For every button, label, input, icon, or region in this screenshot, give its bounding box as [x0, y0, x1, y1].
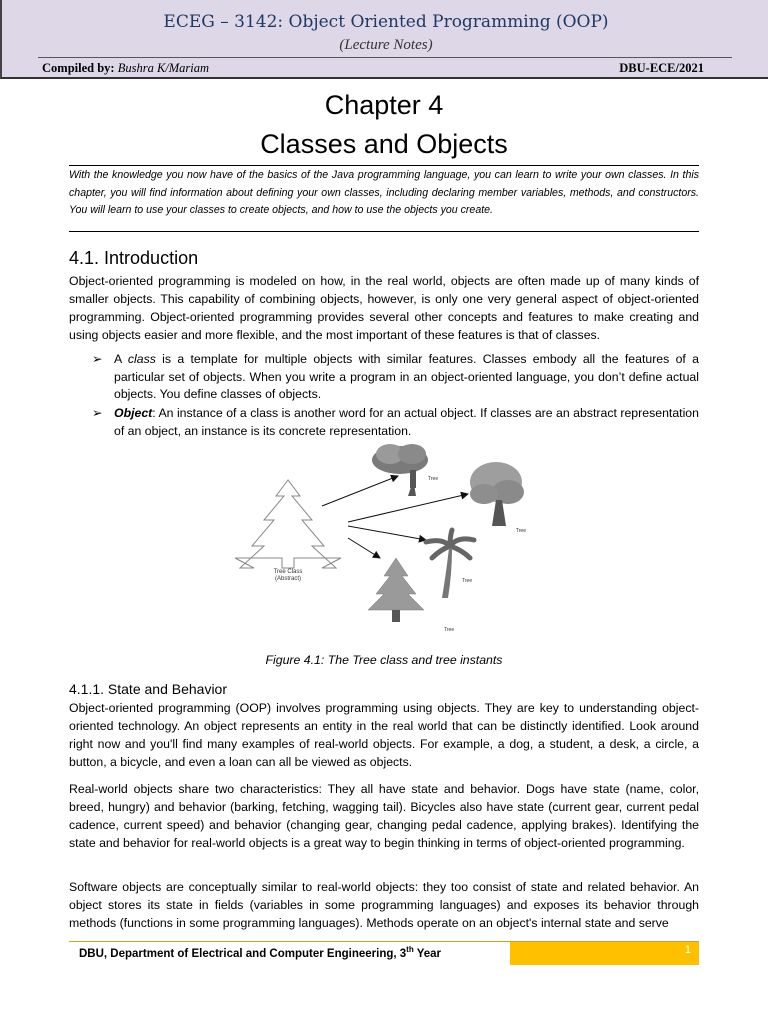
arrow-to-tree-1 [322, 476, 398, 506]
tree-class-label-line1: Tree Class [273, 569, 303, 575]
bullet-class-body: is a template for multiple objects with similar features. Classes embody all the features of a particular set of objects. When you write a program in an object-oriented language, you don’t define actual objects. You define classes of objects. [114, 352, 699, 401]
footer-department [79, 945, 441, 960]
tree-class-label-line2: (Abstract) [274, 576, 302, 582]
arrow-to-tree-3 [348, 526, 426, 540]
tree-instance-2 [470, 462, 526, 534]
abstract-tree-outline [235, 480, 341, 568]
intro-paragraph: Object-oriented programming is modeled on how, in the real world, objects are often made up of many kinds of smaller objects. This capability of combining objects, however, is only one very general aspect of object-oriented programming. Object-oriented programming provides several other concepts and features to make creating and using objects easier and more flexible, and the most important of these features is that of classes. [69, 274, 699, 342]
chapter-title: Classes and Objects [260, 129, 508, 159]
course-code: DBU-ECE/2021 [619, 61, 704, 75]
intro-heading: 4.1. Introduction [69, 248, 199, 268]
arrow-to-tree-2 [348, 494, 468, 522]
bullet-class [92, 351, 699, 404]
state-paragraph-2: Real-world objects share two characteristics: They all have state and behavior. Dogs have state (name, color, breed, hungry) and behavior (barking, fetching, wagging tail). Bicycles also have state (current gear, current pedal cadence, current speed) and behavior (changing gear, changing pedal cadence, applying brakes). Identifying the state and behavior for real-world objects is a great way to begin thinking in terms of object-oriented programming. [69, 782, 699, 850]
state-paragraph-1: Object-oriented programming (OOP) involves programming using objects. They are key to understanding object-oriented technology. An object represents an entity in the real world that can be distinctly identified. Look around right now and you'll find many examples of real-world objects. For example, a dog, a student, a desk, a circle, a button, a bicycle, and even a loan can all be viewed as objects. [69, 701, 699, 769]
arrow-bullet-icon: ➢ [92, 406, 103, 420]
compiled-names: Bushra K/Mariam [117, 61, 210, 75]
header-divider [38, 57, 732, 58]
arrow-to-tree-4 [348, 538, 380, 558]
footer-text-main: DBU, Department of Electrical and Computer Engineering, 3 [79, 947, 407, 960]
footer-text-sup: th [406, 945, 414, 954]
tree-instance-4 [368, 558, 454, 633]
compiled-label: Compiled by: [42, 61, 118, 75]
chapter-abstract: With the knowledge you now have of the basics of the Java programming language, you can learn to write your own classes. In this chapter, you will find information about defining your own classes, including declaring member variables, methods, and constructors. You will learn to use your classes to create objects, and how to use the objects you create. [69, 165, 699, 220]
tree-label-3: Tree [462, 578, 473, 584]
bullet-object-term: Object [114, 406, 153, 420]
bullet-class-text [92, 351, 699, 404]
bullet-object [92, 405, 699, 440]
arrow-bullet-icon: ➢ [92, 352, 103, 366]
abstract-divider [69, 231, 699, 232]
figure-caption: Figure 4.1: The Tree class and tree instants [265, 653, 503, 667]
page-number: 1 [684, 944, 691, 956]
state-behavior-heading: 4.1.1. State and Behavior [69, 681, 227, 697]
state-paragraph-3: Software objects are conceptually similar to real-world objects: they too consist of state and related behavior. An object stores its state in fields (variables in some programming languages) and exposes its behavior through methods (functions in some programming languages). Methods operate on an object's internal state and serve [69, 880, 699, 930]
compiled-by [42, 61, 209, 76]
chapter-number: Chapter 4 [324, 90, 444, 120]
tree-label-2: Tree [515, 528, 526, 534]
tree-instance-3 [426, 530, 474, 598]
course-title: ECEG – 3142: Object Oriented Programming (OOP) [163, 12, 609, 32]
bullet-class-prefix: A [114, 352, 128, 366]
tree-class-figure [230, 440, 530, 640]
footer-text-end: Year [413, 947, 442, 960]
lecture-notes-subtitle: (Lecture Notes) [339, 37, 433, 53]
tree-label-4: Tree [444, 627, 455, 633]
bullet-object-text [92, 405, 699, 440]
bullet-object-body: : An instance of a class is another word for an actual object. If classes are an abstract representation of an object, an instance is its concrete representation. [114, 406, 699, 438]
tree-instance-1 [372, 444, 438, 496]
tree-label-1: Tree [428, 476, 439, 482]
bullet-class-term: class [127, 352, 156, 366]
footer-page-box [510, 942, 699, 965]
page-header [0, 0, 768, 79]
